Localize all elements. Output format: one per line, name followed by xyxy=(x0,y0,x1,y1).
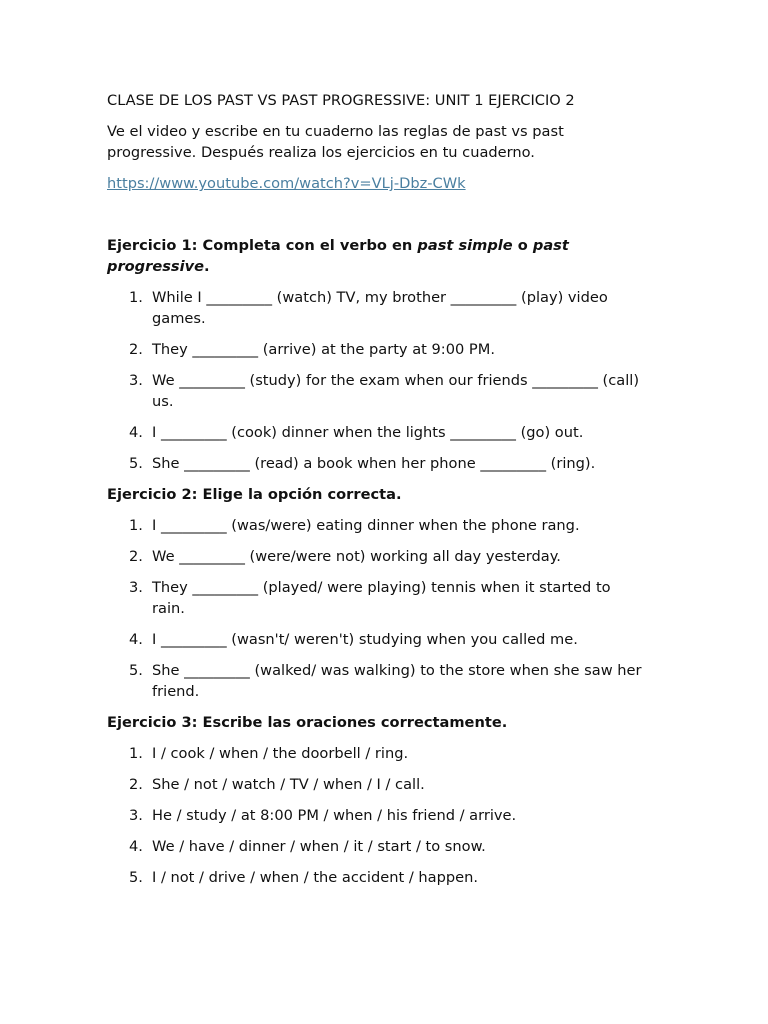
heading-part: . xyxy=(204,258,210,275)
item-text: She _________ (walked/ was walking) to the store when she saw her friend. xyxy=(152,662,642,700)
item-number: 4. xyxy=(129,838,143,855)
item-number: 4. xyxy=(129,424,143,441)
item-text: We / have / dinner / when / it / start / to snow. xyxy=(152,838,486,855)
list-item xyxy=(107,867,647,888)
item-text: They _________ (arrive) at the party at 9:00 PM. xyxy=(152,341,495,358)
ejercicio-2-heading: Ejercicio 2: Elige la opción correcta. xyxy=(107,486,402,503)
item-text: I / cook / when / the doorbell / ring. xyxy=(152,745,409,762)
heading-emphasis: past simple xyxy=(417,237,513,254)
list-item xyxy=(107,836,647,857)
item-number: 1. xyxy=(129,289,143,306)
list-item xyxy=(107,629,647,650)
heading-part: Ejercicio 1: Completa con el verbo en xyxy=(107,237,418,254)
list-item xyxy=(107,370,647,412)
item-text: While I _________ (watch) TV, my brother _________ (play) video games. xyxy=(152,289,608,327)
list-item xyxy=(107,577,647,619)
intro-paragraph: Ve el video y escribe en tu cuaderno las reglas de past vs past progressive. Después realiza los ejercicios en tu cuaderno. xyxy=(107,123,564,161)
item-number: 5. xyxy=(129,662,143,679)
item-number: 2. xyxy=(129,341,143,358)
list-item xyxy=(107,660,647,702)
list-item xyxy=(107,774,647,795)
heading-emphasis: past progressive xyxy=(107,237,569,275)
ejercicio-1-heading xyxy=(107,235,647,277)
list-item xyxy=(107,339,647,360)
item-number: 5. xyxy=(129,455,143,472)
youtube-link[interactable]: https://www.youtube.com/watch?v=VLj-Dbz-CWk xyxy=(107,175,466,192)
item-number: 5. xyxy=(129,869,143,886)
list-item xyxy=(107,515,647,536)
list-item xyxy=(107,453,647,474)
item-text: They _________ (played/ were playing) tennis when it started to rain. xyxy=(152,579,611,617)
item-number: 1. xyxy=(129,745,143,762)
item-text: I _________ (wasn't/ weren't) studying when you called me. xyxy=(152,631,578,648)
document-content xyxy=(107,90,647,898)
item-text: We _________ (were/were not) working all day yesterday. xyxy=(152,548,561,565)
heading-part: o xyxy=(512,237,533,254)
item-text: He / study / at 8:00 PM / when / his friend / arrive. xyxy=(152,807,517,824)
item-number: 1. xyxy=(129,517,143,534)
link-paragraph xyxy=(107,173,647,194)
item-number: 3. xyxy=(129,579,143,596)
item-number: 2. xyxy=(129,776,143,793)
item-number: 4. xyxy=(129,631,143,648)
ejercicio-2-list xyxy=(107,515,647,702)
document-title: CLASE DE LOS PAST VS PAST PROGRESSIVE: UNIT 1 EJERCICIO 2 xyxy=(107,92,575,109)
ejercicio-3-heading: Ejercicio 3: Escribe las oraciones correctamente. xyxy=(107,714,508,731)
ejercicio-1-list xyxy=(107,287,647,474)
ejercicio-3-list xyxy=(107,743,647,888)
item-number: 3. xyxy=(129,372,143,389)
item-number: 3. xyxy=(129,807,143,824)
item-text: I / not / drive / when / the accident / happen. xyxy=(152,869,478,886)
item-text: I _________ (was/were) eating dinner when the phone rang. xyxy=(152,517,580,534)
item-text: We _________ (study) for the exam when our friends _________ (call) us. xyxy=(152,372,640,410)
item-number: 2. xyxy=(129,548,143,565)
item-text: I _________ (cook) dinner when the lights _________ (go) out. xyxy=(152,424,584,441)
list-item xyxy=(107,743,647,764)
list-item xyxy=(107,805,647,826)
item-text: She _________ (read) a book when her phone _________ (ring). xyxy=(152,455,596,472)
list-item xyxy=(107,287,647,329)
item-text: She / not / watch / TV / when / I / call. xyxy=(152,776,425,793)
list-item xyxy=(107,422,647,443)
list-item xyxy=(107,546,647,567)
